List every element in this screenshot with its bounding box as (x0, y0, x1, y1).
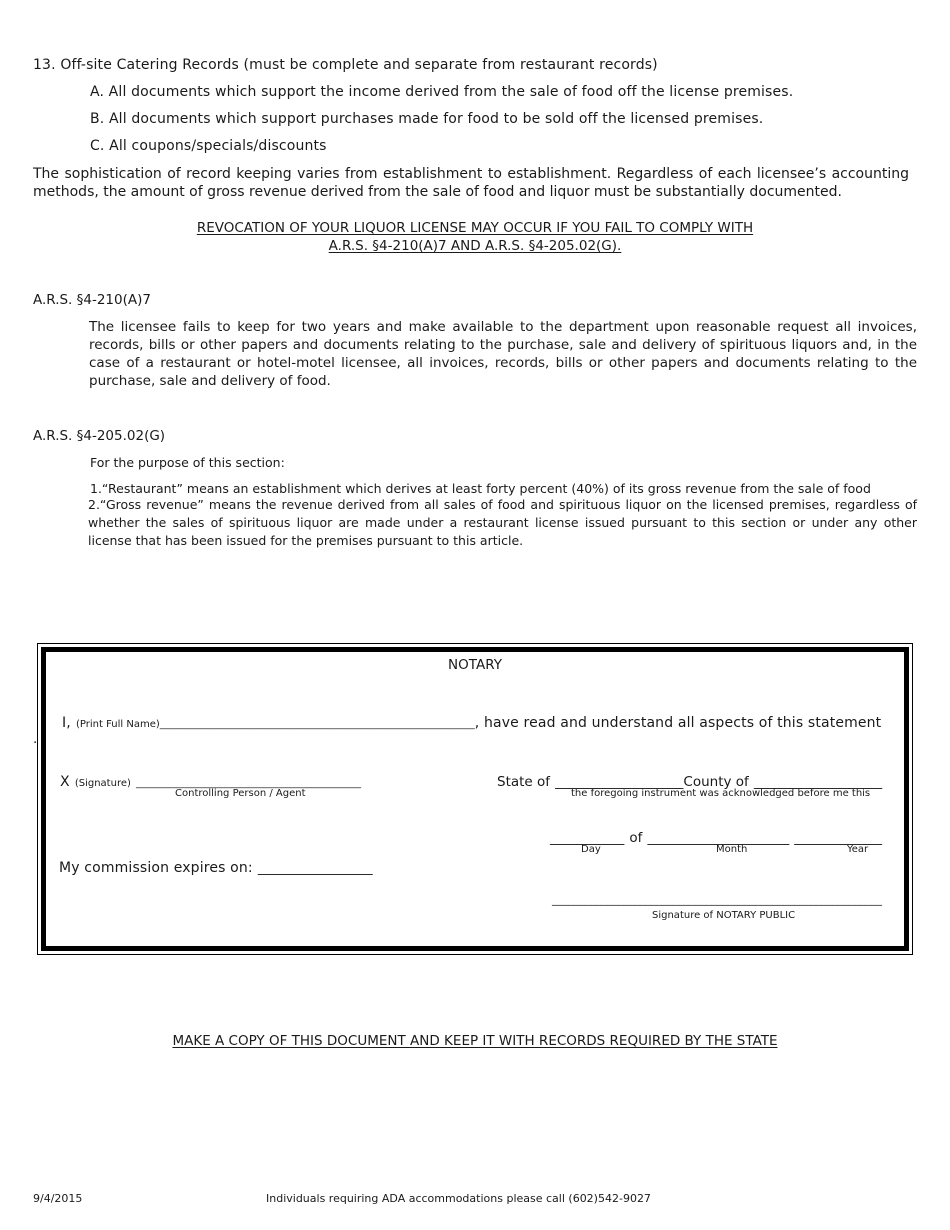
margin-dot: . (33, 731, 38, 747)
statute-1-heading: A.R.S. §4-210(A)7 (33, 292, 151, 308)
statement-acknowledgement: , have read and understand all aspects of this statement (474, 715, 882, 731)
section-13-item-a: A. All documents which support the income derived from the sale of food off the license premises. (90, 84, 794, 100)
notary-signature-field[interactable]: ____________________________________________________________ (552, 893, 882, 906)
record-keeping-summary: The sophistication of record keeping varies from establishment to establishment. Regardless of each licensee’s accounting methods, the amount of gross revenue derived from the sale of food and liquor must be substantially documented. (33, 166, 909, 200)
day-caption: Day (581, 844, 601, 855)
commission-expiry-field[interactable]: _________________ (257, 860, 373, 876)
section-13-item-c: C. All coupons/specials/discounts (90, 138, 327, 154)
footer-ada-notice: Individuals requiring ADA accommodations please call (602)542-9027 (266, 1192, 651, 1205)
month-field[interactable]: _____________________ (647, 830, 790, 846)
commission-label: My commission expires on: (59, 860, 253, 876)
revocation-warning-line-2: A.R.S. §4-210(A)7 AND A.R.S. §4-205.02(G). (328, 238, 622, 254)
of-word: of (629, 830, 643, 846)
signature-x-mark: X (60, 774, 70, 790)
section-13-item-b: B. All documents which support purchases made for food to be sold off the licensed premises. (90, 111, 764, 127)
notary-title: NOTARY (448, 657, 502, 673)
state-field[interactable]: ___________________ (555, 774, 684, 790)
year-field[interactable]: _____________ (794, 830, 883, 846)
month-caption: Month (716, 844, 748, 855)
section-13-heading: 13. Off-site Catering Records (must be complete and separate from restaurant records) (33, 57, 658, 73)
print-name-hint: (Print Full Name) (75, 719, 160, 730)
name-prefix: I, (62, 715, 71, 731)
county-label: County of (683, 774, 749, 790)
day-field[interactable]: ___________ (550, 830, 625, 846)
county-field[interactable]: ___________________ (753, 774, 883, 790)
revocation-warning-line-1: REVOCATION OF YOUR LIQUOR LICENSE MAY OCCUR IF YOU FAIL TO COMPLY WITH (196, 220, 754, 236)
definition-gross-revenue: 2.“Gross revenue” means the revenue derived from all sales of food and spirituous liquor on the licensed premises, regardless of whether the sales of spirituous liquor are made under a restaurant license issued pursuant to this section or under any other license that has been issued for the premises pursuant to this article. (88, 497, 917, 548)
state-label: State of (497, 774, 551, 790)
signature-caption: Controlling Person / Agent (175, 788, 306, 799)
statute-2-heading: A.R.S. §4-205.02(G) (33, 428, 166, 444)
year-caption: Year (847, 844, 869, 855)
print-name-row (62, 712, 881, 731)
footer-date: 9/4/2015 (33, 1192, 83, 1205)
acknowledgement-caption: the foregoing instrument was acknowledged before me this (571, 788, 871, 799)
notary-signature-caption: Signature of NOTARY PUBLIC (652, 910, 796, 921)
print-name-field[interactable]: _______________________________________________________________ (159, 719, 475, 730)
commission-row (59, 857, 373, 876)
signature-hint: (Signature) (74, 778, 131, 789)
signature-field[interactable]: _____________________________________________ (135, 778, 361, 789)
copy-notice: MAKE A COPY OF THIS DOCUMENT AND KEEP IT WITH RECORDS REQUIRED BY THE STATE (172, 1033, 778, 1049)
statute-1-text: The licensee fails to keep for two years and make available to the department upon reasonable request all invoices, records, bills or other papers and documents relating to the purchase, sale and delivery of spirituous liquors and, in the case of a restaurant or hotel-motel licensee, all invoices, records, bills or other papers and documents relating to the purchase, sale and delivery of food. (89, 319, 917, 389)
statute-2-intro: For the purpose of this section: (90, 455, 285, 470)
definition-restaurant: 1.“Restaurant” means an establishment which derives at least forty percent (40%) of its gross revenue from the sale of food (90, 481, 871, 496)
